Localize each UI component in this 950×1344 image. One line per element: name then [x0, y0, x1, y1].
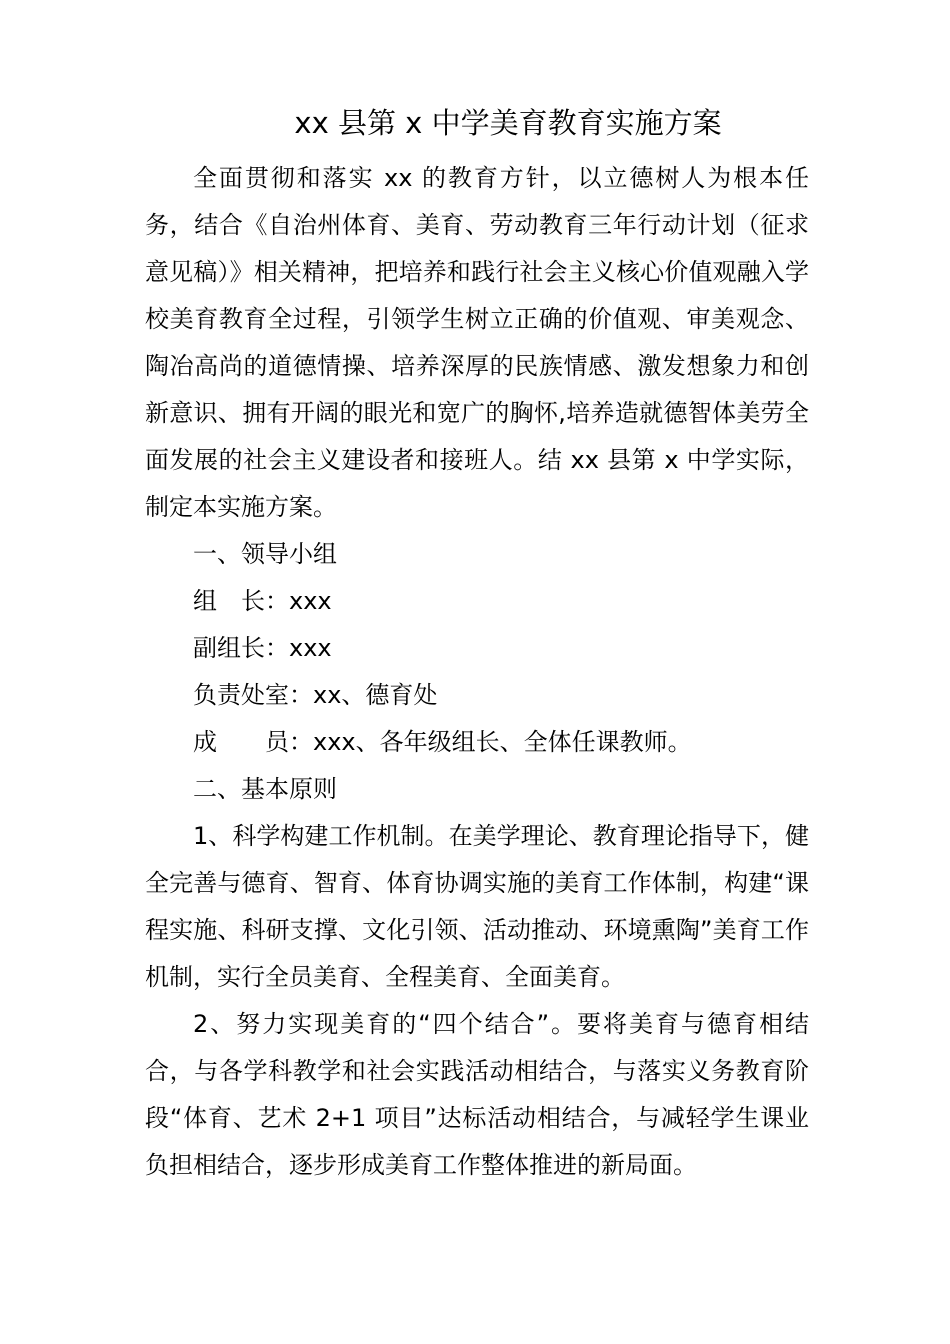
- responsible-office-line: 负责处室：xx、德育处: [193, 681, 438, 709]
- principle-2-paragraph: 2、努力实现美育的“四个结合”。要将美育与德育相结合，与各学科教学和社会实践活动相结合，与落实义务教育阶段“体育、艺术 2+1 项目”达标活动相结合，与减轻学生课业负担相结合，逐步形成美育工作整体推进的新局面。: [145, 1010, 809, 1179]
- members-line: 成 员：xxx、各年级组长、全体任课教师。: [193, 728, 692, 756]
- section-heading-basic-principles: 二、基本原则: [193, 775, 337, 803]
- document-body: [145, 155, 809, 1189]
- section-heading-leadership-group: 一、领导小组: [193, 540, 337, 568]
- principle-1-paragraph: 1、科学构建工作机制。在美学理论、教育理论指导下，健全完善与德育、智育、体育协调实施的美育工作体制，构建“课程实施、科研支撑、文化引领、活动推动、环境熏陶”美育工作机制，实行全员美育、全程美育、全面美育。: [145, 822, 809, 991]
- intro-paragraph: 全面贯彻和落实 xx 的教育方针，以立德树人为根本任务，结合《自治州体育、美育、劳动教育三年行动计划（征求意见稿）》相关精神，把培养和践行社会主义核心价值观融入学校美育教育全过程，引领学生树立正确的价值观、审美观念、陶冶高尚的道德情操、培养深厚的民族情感、激发想象力和创新意识、拥有开阔的眼光和宽广的胸怀,培养造就德智体美劳全面发展的社会主义建设者和接班人。结 xx 县第 x 中学实际，制定本实施方案。: [145, 164, 809, 521]
- document-title: xx 县第 x 中学美育教育实施方案: [294, 106, 722, 140]
- leader-line: 组 长：xxx: [193, 587, 332, 615]
- deputy-leader-line: 副组长：xxx: [193, 634, 332, 662]
